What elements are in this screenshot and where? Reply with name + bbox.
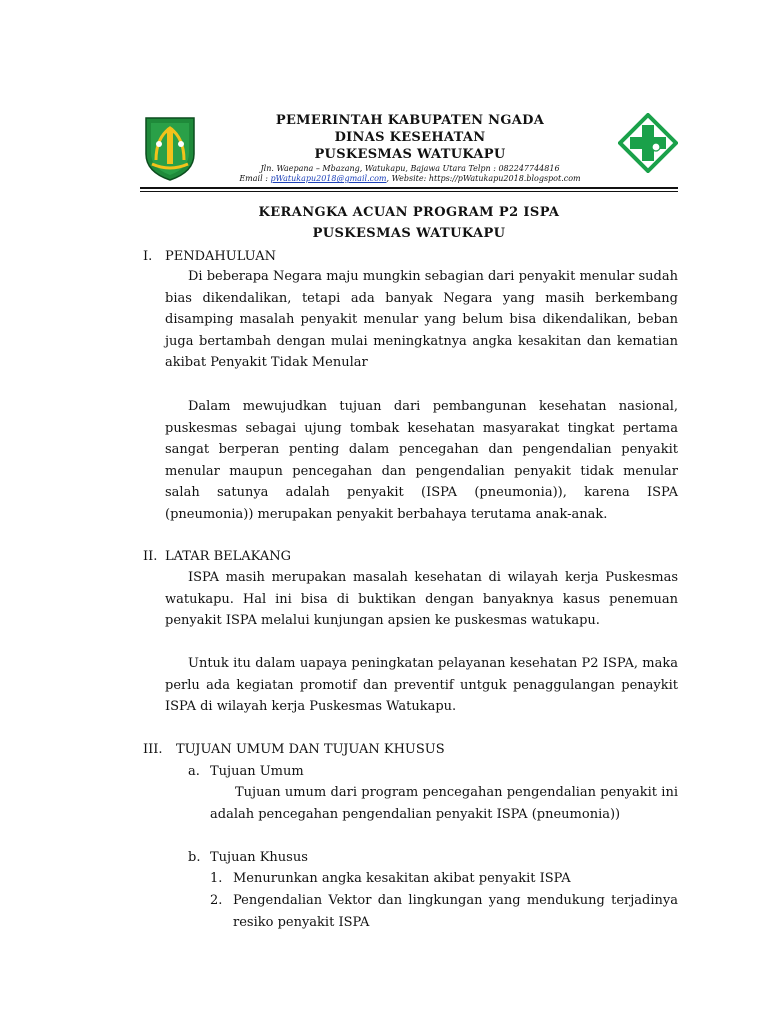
list-item	[210, 890, 678, 933]
subsection-b-title: Tujuan Khusus	[210, 850, 308, 865]
section-1-number: I.	[143, 249, 153, 264]
section-3-number: III.	[143, 742, 163, 757]
list-item-number: 1.	[210, 871, 223, 886]
website-text: , Website: https://pWatukapu2018.blogspot.com	[386, 174, 581, 183]
section-1-title: PENDAHULUAN	[165, 249, 276, 264]
list-item-text: Menurunkan angka kesakitan akibat penyakit ISPA	[233, 871, 571, 886]
section-2-paragraph-1: ISPA masih merupakan masalah kesehatan di wilayah kerja Puskesmas watukapu. Hal ini bisa di buktikan dengan banyaknya kasus penemuan penyakit ISPA melalui kunjungan apsien ke puskesmas watukapu.	[165, 570, 678, 629]
document-title: KERANGKA ACUAN PROGRAM P2 ISPA	[258, 205, 560, 220]
subsection-a-title: Tujuan Umum	[210, 764, 304, 779]
list-item-text: Pengendalian Vektor dan lingkungan yang mendukung terjadinya resiko penyakit ISPA	[233, 893, 678, 930]
subsection-b-heading	[188, 847, 308, 869]
kabupaten-ngada-emblem-icon	[142, 114, 198, 182]
header-puskesmas-name: PUSKESMAS WATUKAPU	[314, 147, 506, 162]
puskesmas-logo-icon	[618, 113, 678, 173]
header-divider-thin	[140, 191, 678, 192]
subsection-a-text: Tujuan umum dari program pencegahan pengendalian penyakit ini adalah pencegahan pengendalian penyakit ISPA (pneumonia))	[210, 785, 678, 822]
section-3-title: TUJUAN UMUM DAN TUJUAN KHUSUS	[176, 742, 445, 757]
header-contact	[200, 174, 620, 183]
email-label: Email :	[239, 174, 271, 183]
section-2-title: LATAR BELAKANG	[165, 549, 291, 564]
section-2-paragraph-2: Untuk itu dalam uapaya peningkatan pelayanan kesehatan P2 ISPA, maka perlu ada kegiatan promotif dan preventif untguk penaggulangan penaykit ISPA di wilayah kerja Puskesmas Watukapu.	[165, 656, 678, 715]
email-link[interactable]: pWatukapu2018@gmail.com	[270, 174, 387, 183]
document-subtitle: PUSKESMAS WATUKAPU	[312, 226, 506, 241]
section-2-heading	[143, 546, 291, 568]
subsection-a-letter: a.	[188, 764, 200, 779]
section-1-heading	[143, 246, 276, 268]
subsection-a-heading	[188, 761, 304, 783]
section-1-paragraph-2: Dalam mewujudkan tujuan dari pembangunan kesehatan nasional, puskesmas sebagai ujung tombak kesehatan masyarakat tingkat pertama sangat berperan penting dalam pencegahan dan pengendalian penyakit menular maupun pencegahan dan pengendalian penyakit tidak menular salah satunya adalah penyakit (ISPA (pneumonia)), karena ISPA (pneumonia)) merupakan penyakit berbahaya terutama anak-anak.	[165, 399, 678, 522]
header-address: Jln. Waepana – Mbazang, Watukapu, Bajawa Utara Telpn : 082247744816	[260, 164, 560, 173]
header-divider	[140, 187, 678, 189]
header-department-name: DINAS KESEHATAN	[334, 130, 486, 145]
subsection-b-letter: b.	[188, 850, 201, 865]
list-item-number: 2.	[210, 893, 223, 908]
section-3-heading	[143, 739, 445, 761]
section-2-number: II.	[143, 549, 158, 564]
header-government-name: PEMERINTAH KABUPATEN NGADA	[275, 113, 545, 128]
section-1-paragraph-1: Di beberapa Negara maju mungkin sebagian dari penyakit menular sudah bias dikendalikan, tetapi ada banyak Negara yang masih berkembang disamping masalah penyakit menular yang belum bisa dikendalikan, beban juga bertambah dengan mulai meningkatnya angka kesakitan dan kematian akibat Penyakit Tidak Menular	[165, 269, 678, 371]
list-item	[210, 868, 678, 890]
